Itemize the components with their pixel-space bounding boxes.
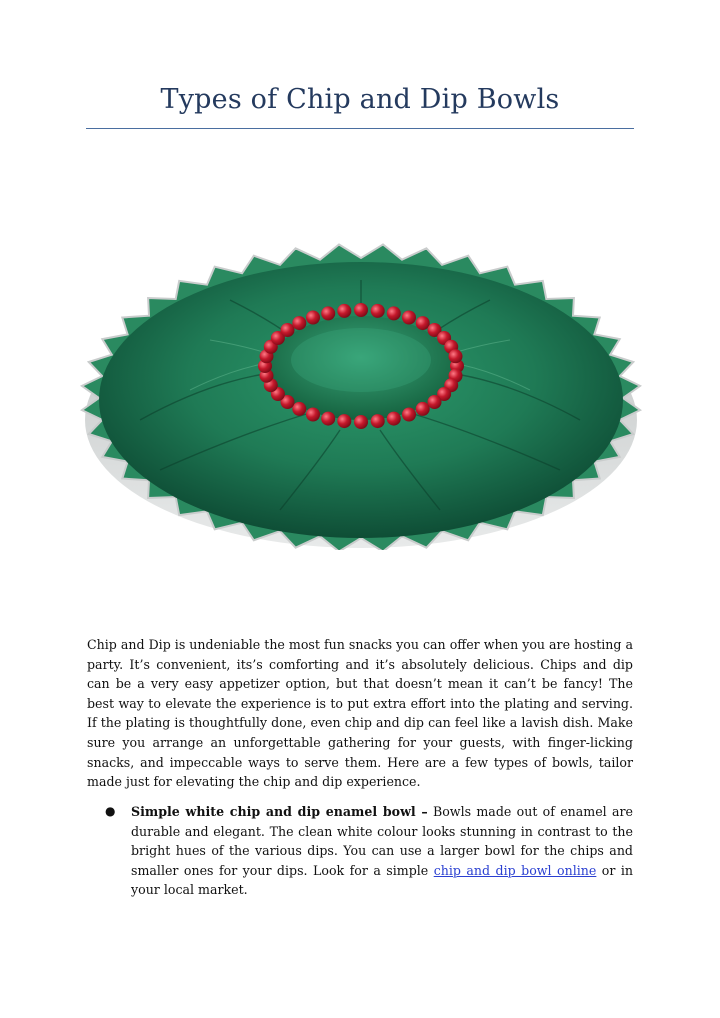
red-bead [387,412,401,426]
red-bead [281,323,295,337]
bullet-icon: ● [105,804,116,818]
list-item [87,802,633,900]
red-bead [387,306,401,320]
red-bead [337,304,351,318]
chip-and-dip-bowl-online-link[interactable]: chip and dip bowl online [433,862,597,878]
intro-paragraph: Chip and Dip is undeniable the most fun snacks you can offer when you are hosting a party. It’s convenient, its’s comforting and it’s absolutely delicious. Chips and dip can be a very easy appetizer option, but that doesn’t mean it can’t be fancy! The best way to elevate the experience is to put extra effort into the plating and serving. If the plating is thoughtfully done, even chip and dip can feel like a lavish dish. Make sure you arrange an unforgettable gathering for your guests, with finger-licking snacks, and impeccable ways to serve them. Here are a few types of bowls, tailor made just for elevating the chip and dip experience. [87,637,633,790]
bowl-types-list [87,802,633,900]
document-title: Types of Chip and Dip Bowls [160,84,560,115]
red-bead [306,311,320,325]
red-bead [402,408,416,422]
red-bead [354,303,368,317]
red-bead [321,412,335,426]
red-bead [449,349,463,363]
red-bead [292,402,306,416]
bullet-heading: Simple white chip and dip enamel bowl – [131,804,428,819]
red-bead [416,402,430,416]
chip-dip-bowl-image [80,220,642,550]
bullet-text-end: or in your local market. [131,862,633,898]
red-bead [306,408,320,422]
red-bead [428,395,442,409]
red-bead [321,306,335,320]
red-bead [371,304,385,318]
red-bead [371,414,385,428]
bullet-text: Bowls made out of enamel are durable and elegant. The clean white colour looks stunning in contrast to the bright hues of the various dips. You can use a larger bowl for the chips and smaller ones for your dips. Look for a simple [131,804,633,878]
red-bead [292,316,306,330]
title-underline [86,128,634,129]
red-bead [416,316,430,330]
red-bead [402,311,416,325]
red-bead [354,415,368,429]
red-bead [337,414,351,428]
